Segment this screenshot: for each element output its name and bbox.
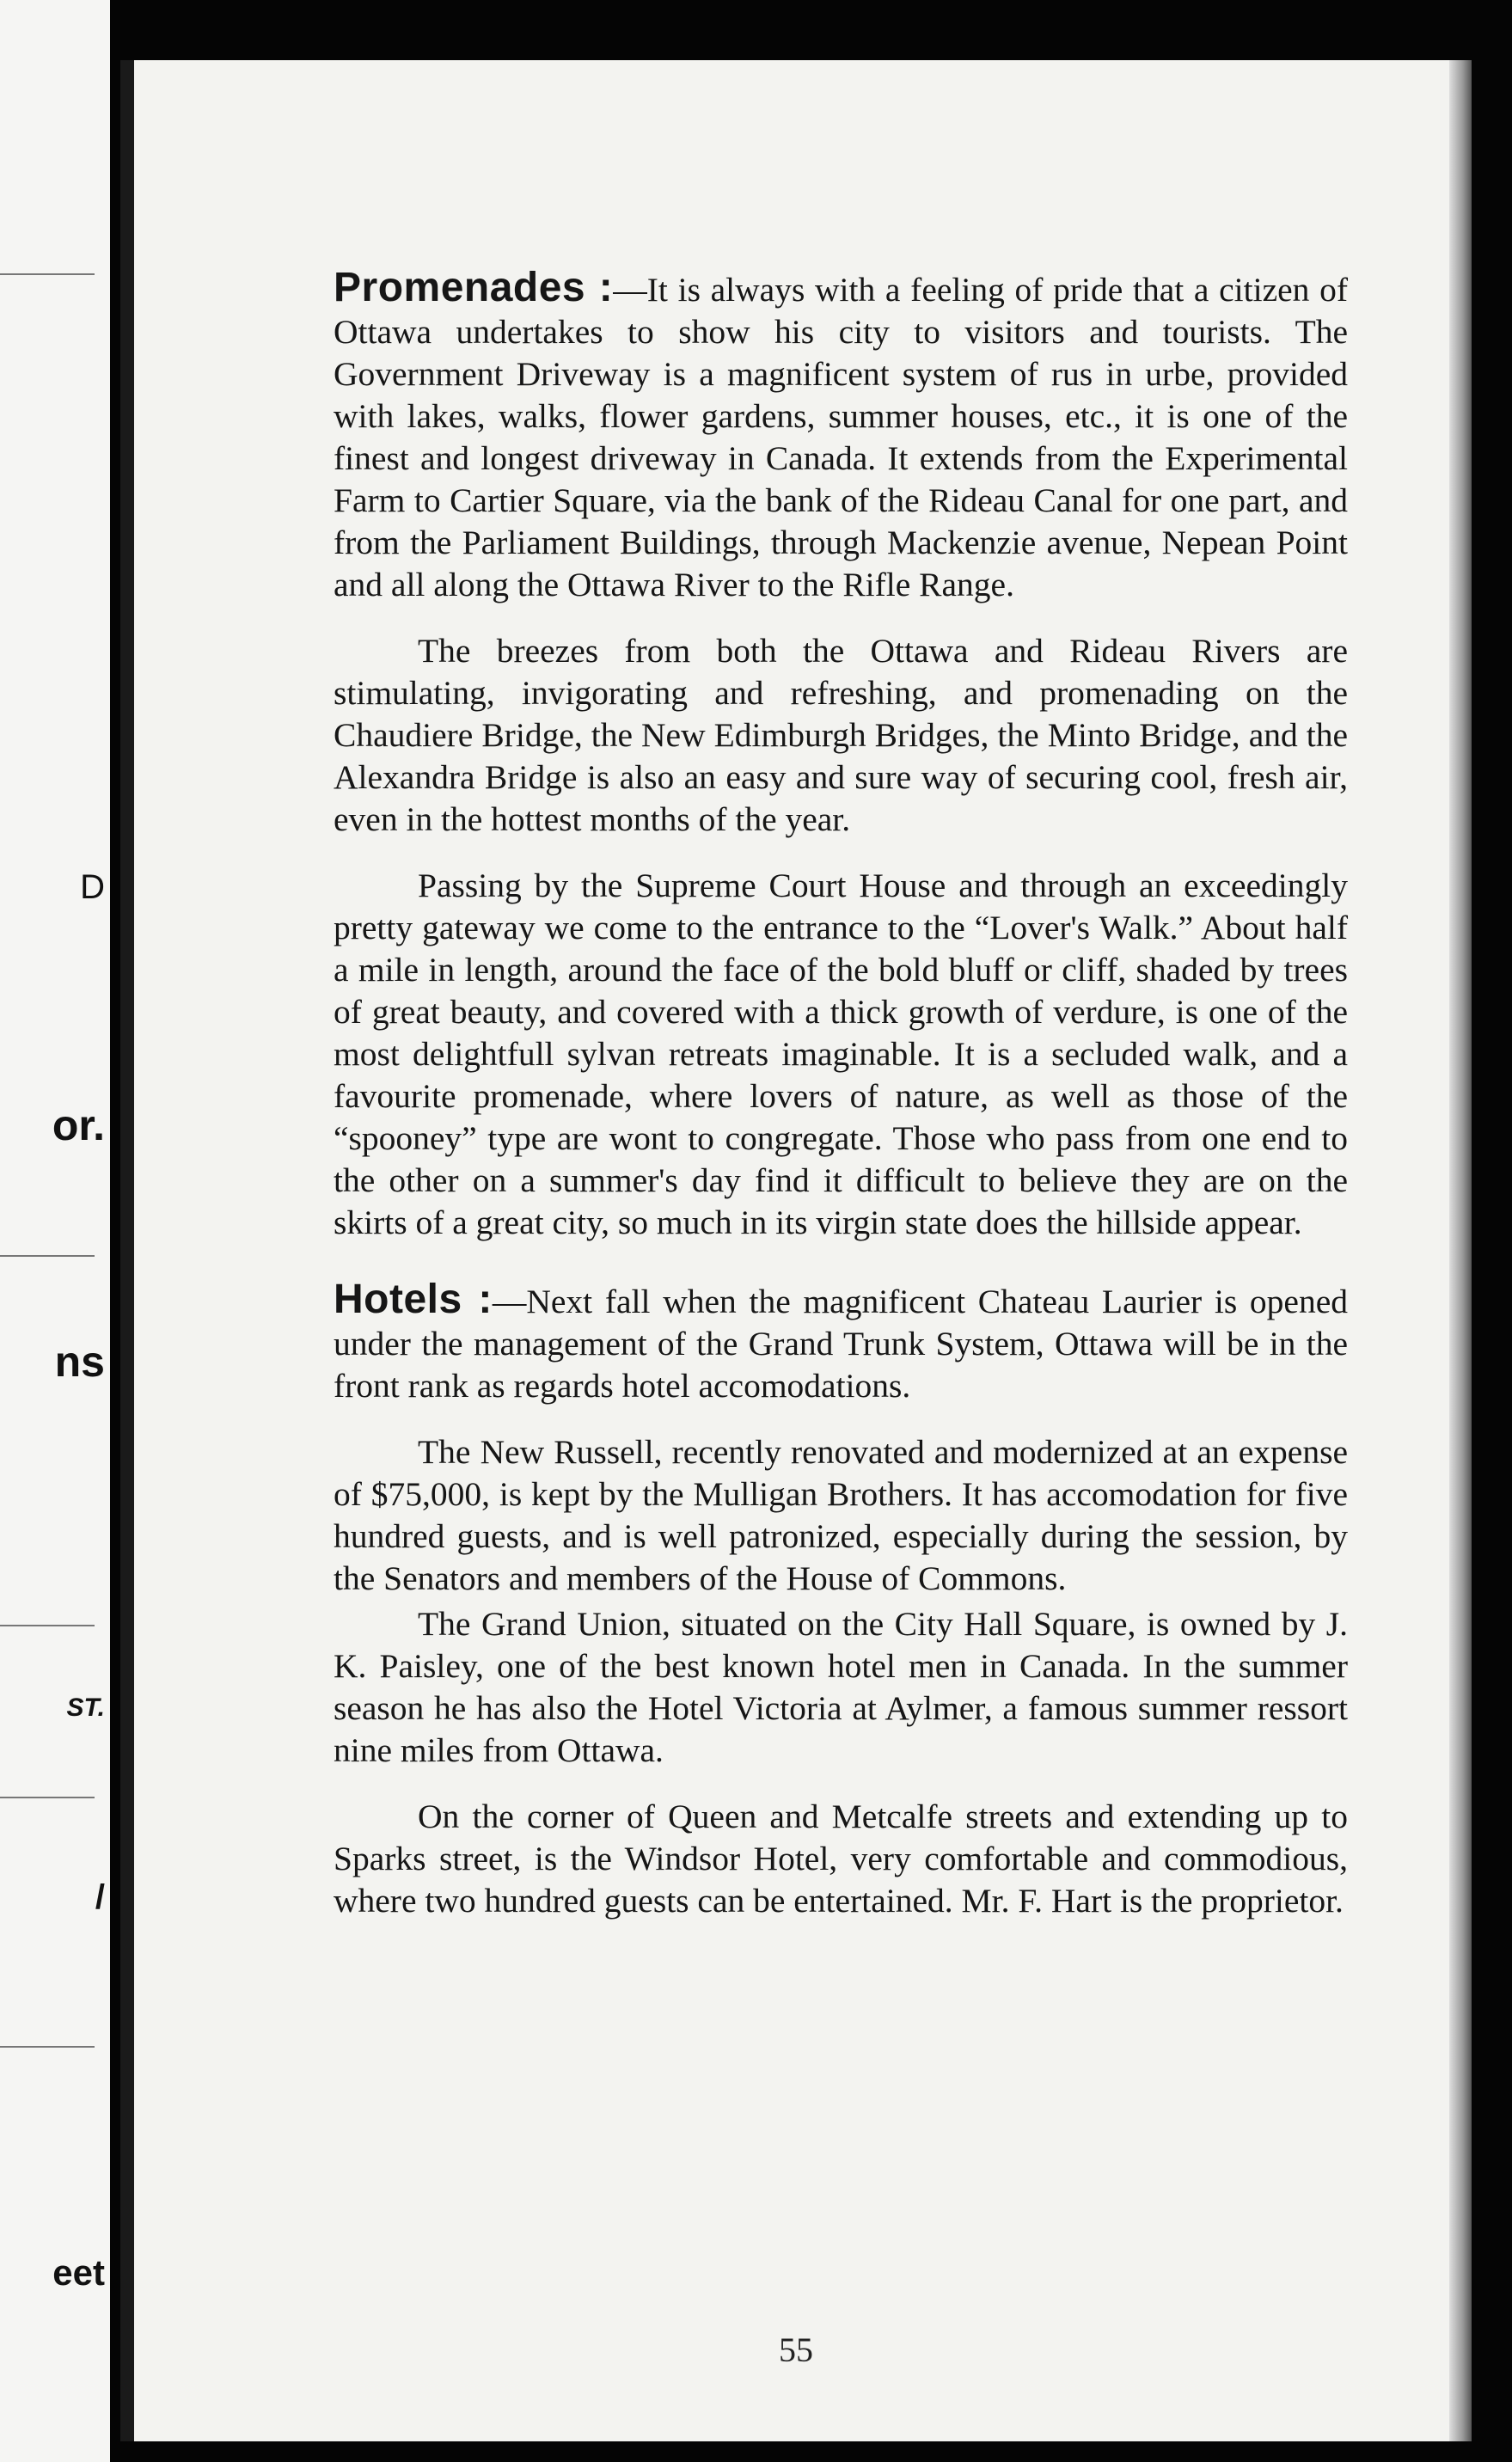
adjacent-page-fragment: ns	[54, 1338, 105, 1386]
adjacent-page-fragment: /	[95, 1878, 105, 1916]
adjacent-page-strip	[0, 0, 110, 2462]
section-lead-paragraph	[239, 266, 1348, 606]
document-page	[120, 60, 1472, 2441]
paragraph-text: —It is always with a feeling of pride that a citizen of Ottawa undertakes to show his city to visitors and tourists. The Government Driveway is a magnificent system of rus in urbe, provided with lakes, walks, flower gardens, summer houses, etc., it is one of the finest and longest driveway in Canada. It extends from the Experimental Farm to Cartier Square, via the bank of the Rideau Canal for one part, and from the Parliament Buildings, through Mackenzie avenue, Nepean Point and all along the Ottawa River to the Rifle Range.	[334, 271, 1348, 603]
divider	[0, 1255, 95, 1257]
paragraph: The New Russell, recently renovated and modernized at an expense of $75,000, is kept by the Mulligan Brothers. It has accomodation for five hundred guests, and is well patronized, especially during the session, by the Senators and members of the House of Commons.	[334, 1433, 1348, 1597]
paragraph: Passing by the Supreme Court House and through an exceedingly pretty gateway we come to the entrance to the “Lover's Walk.” About half a mile in length, around the face of the bold bluff or cliff, shaded by trees of great beauty, and covered with a thick growth of verdure, is one of the most delightfull sylvan retreats imaginable. It is a secluded walk, and a favourite promenade, where lovers of nature, as well as those of the “spooney” type are wont to congregate. Those who pass from one end to the other on a summer's day find it difficult to believe they are on the skirts of a great city, so much in its virgin state does the hillside appear.	[334, 867, 1348, 1241]
paragraph: On the corner of Queen and Metcalfe streets and extending up to Sparks street, is the Windsor Hotel, very comfortable and commodious, where two hundred guests can be entertained. Mr. F. Hart is the proprietor.	[334, 1798, 1348, 1920]
paragraph-text: —Next fall when the magnificent Chateau Laurier is opened under the management of the Grand Trunk System, Ottawa will be in the front rank as regards hotel accomodations.	[334, 1283, 1348, 1405]
paragraph: The breezes from both the Ottawa and Rideau Rivers are stimulating, invigorating and refreshing, and promenading on the Chaudiere Bridge, the New Edimburgh Bridges, the Minto Bridge, and the Alexandra Bridge is also an easy and sure way of securing cool, fresh air, even in the hottest months of the year.	[334, 632, 1348, 838]
section-heading: Hotels :	[334, 1277, 493, 1322]
page-binding	[120, 60, 134, 2441]
page-edge	[1449, 60, 1472, 2441]
adjacent-page-fragment: or.	[52, 1101, 105, 1149]
section-heading: Promenades :	[334, 265, 614, 310]
adjacent-page-fragment: D	[80, 868, 105, 906]
page-content	[239, 266, 1348, 1957]
adjacent-page-fragment: eet	[52, 2252, 105, 2293]
page-number: 55	[779, 2330, 813, 2369]
divider	[0, 1797, 95, 1798]
adjacent-page-fragment: ST.	[66, 1693, 105, 1722]
divider	[0, 273, 95, 275]
section-hotels	[239, 1278, 1348, 1922]
divider	[0, 2046, 95, 2048]
section-lead-paragraph	[239, 1278, 1348, 1407]
section-promenades	[239, 266, 1348, 1244]
paragraph: The Grand Union, situated on the City Hall Square, is owned by J. K. Paisley, one of the best known hotel men in Canada. In the summer season he has also the Hotel Victoria at Aylmer, a famous summer ressort nine miles from Ottawa.	[334, 1605, 1348, 1769]
divider	[0, 1625, 95, 1626]
